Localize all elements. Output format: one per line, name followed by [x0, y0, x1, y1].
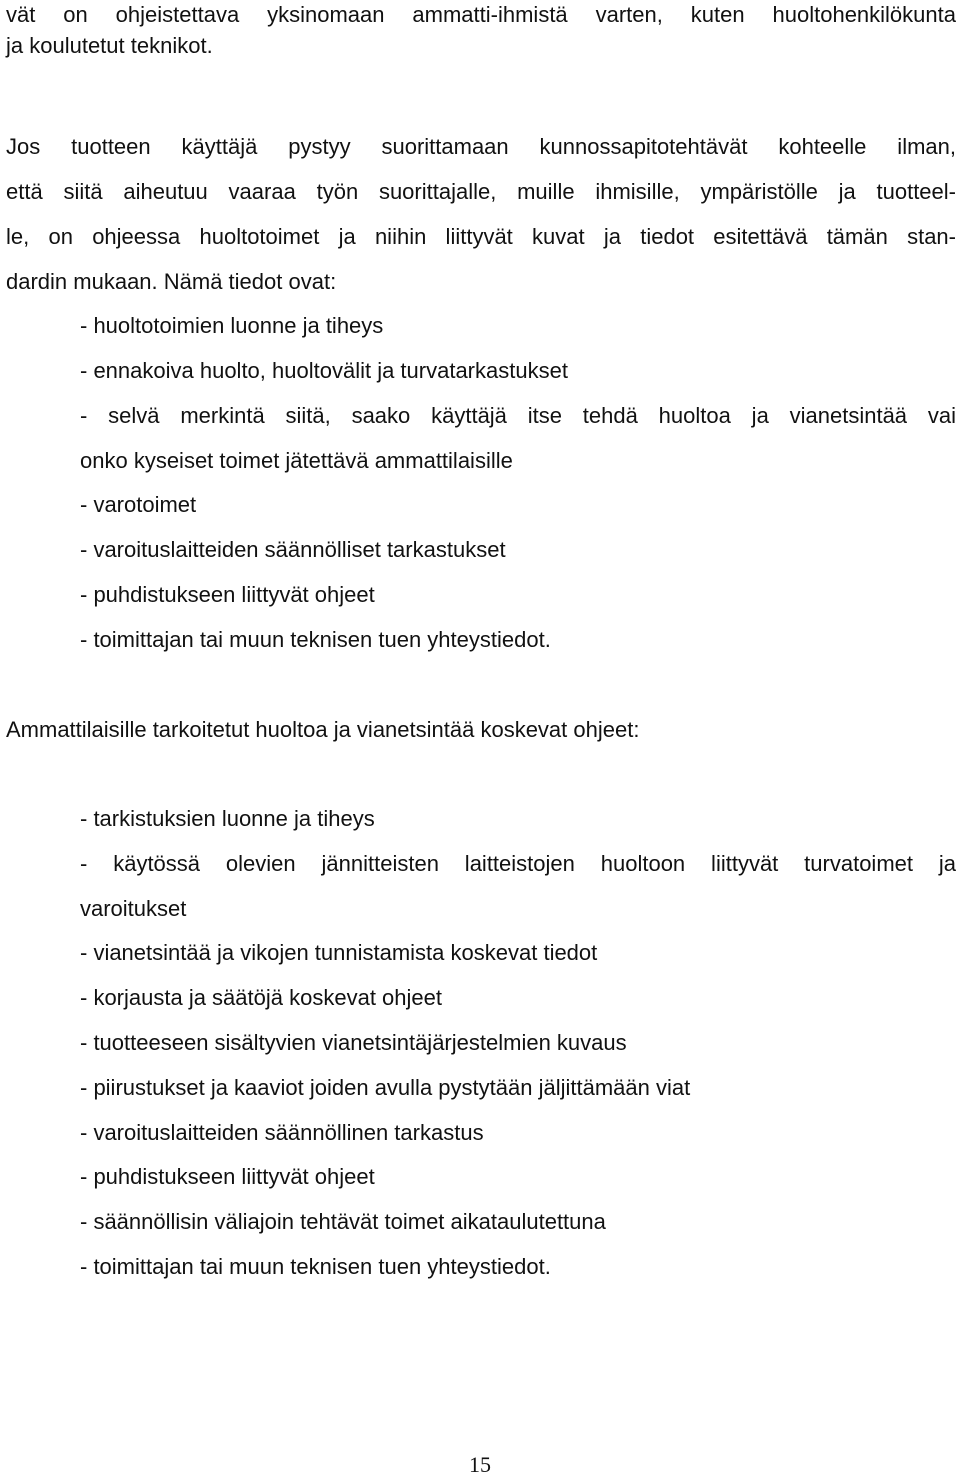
list-1-item: - selvä merkintä siitä, saako käyttäjä itse tehdä huoltoa ja vianetsintää vai [80, 403, 956, 428]
list-1-item: - huoltotoimien luonne ja tiheys [80, 313, 384, 338]
list-2-item: - vianetsintää ja vikojen tunnistamista koskevat tiedot [80, 940, 598, 965]
list-2-item: - käytössä olevien jännitteisten laitteistojen huoltoon liittyvät turvatoimet ja [80, 851, 956, 876]
list-2-item: - puhdistukseen liittyvät ohjeet [80, 1164, 375, 1189]
paragraph-2-line-3: le, on ohjeessa huoltotoimet ja niihin liittyvät kuvat ja tiedot esitettävä tämän stan- [6, 224, 956, 249]
list-1-item: - ennakoiva huolto, huoltovälit ja turvatarkastukset [80, 358, 568, 383]
list-2-item: - tarkistuksien luonne ja tiheys [80, 806, 375, 831]
list-2-item: - tuotteeseen sisältyvien vianetsintäjärjestelmien kuvaus [80, 1030, 627, 1055]
list-1-item: - varotoimet [80, 492, 197, 517]
paragraph-2-line-2: että siitä aiheutuu vaaraa työn suorittajalle, muille ihmisille, ympäristölle ja tuotteel- [6, 179, 956, 204]
list-2-item: - toimittajan tai muun teknisen tuen yhteystiedot. [80, 1254, 551, 1279]
list-2-item: - säännöllisin väliajoin tehtävät toimet aikataulutettuna [80, 1209, 606, 1234]
paragraph-2-line-1: Jos tuotteen käyttäjä pystyy suorittamaan kunnossapitotehtävät kohteelle ilman, [6, 134, 956, 159]
list-1-item: - puhdistukseen liittyvät ohjeet [80, 582, 375, 607]
list-1-item: - varoituslaitteiden säännölliset tarkastukset [80, 537, 506, 562]
paragraph-2-line-4: dardin mukaan. Nämä tiedot ovat: [6, 269, 337, 294]
paragraph-1-line-2: ja koulutetut teknikot. [6, 33, 213, 58]
paragraph-1-line-1: vät on ohjeistettava yksinomaan ammatti-ihmistä varten, kuten huoltohenkilökunta [6, 2, 956, 27]
list-1-item-continuation: onko kyseiset toimet jätettävä ammattilaisille [80, 448, 513, 473]
list-2-item-continuation: varoitukset [80, 896, 187, 921]
list-2-item: - varoituslaitteiden säännöllinen tarkastus [80, 1120, 484, 1145]
list-2-item: - piirustukset ja kaaviot joiden avulla pystytään jäljittämään viat [80, 1075, 691, 1100]
list-2-item: - korjausta ja säätöjä koskevat ohjeet [80, 985, 442, 1010]
list-1-item: - toimittajan tai muun teknisen tuen yhteystiedot. [80, 627, 551, 652]
section-heading: Ammattilaisille tarkoitetut huoltoa ja vianetsintää koskevat ohjeet: [6, 717, 640, 742]
page-number: 15 [469, 1452, 491, 1477]
